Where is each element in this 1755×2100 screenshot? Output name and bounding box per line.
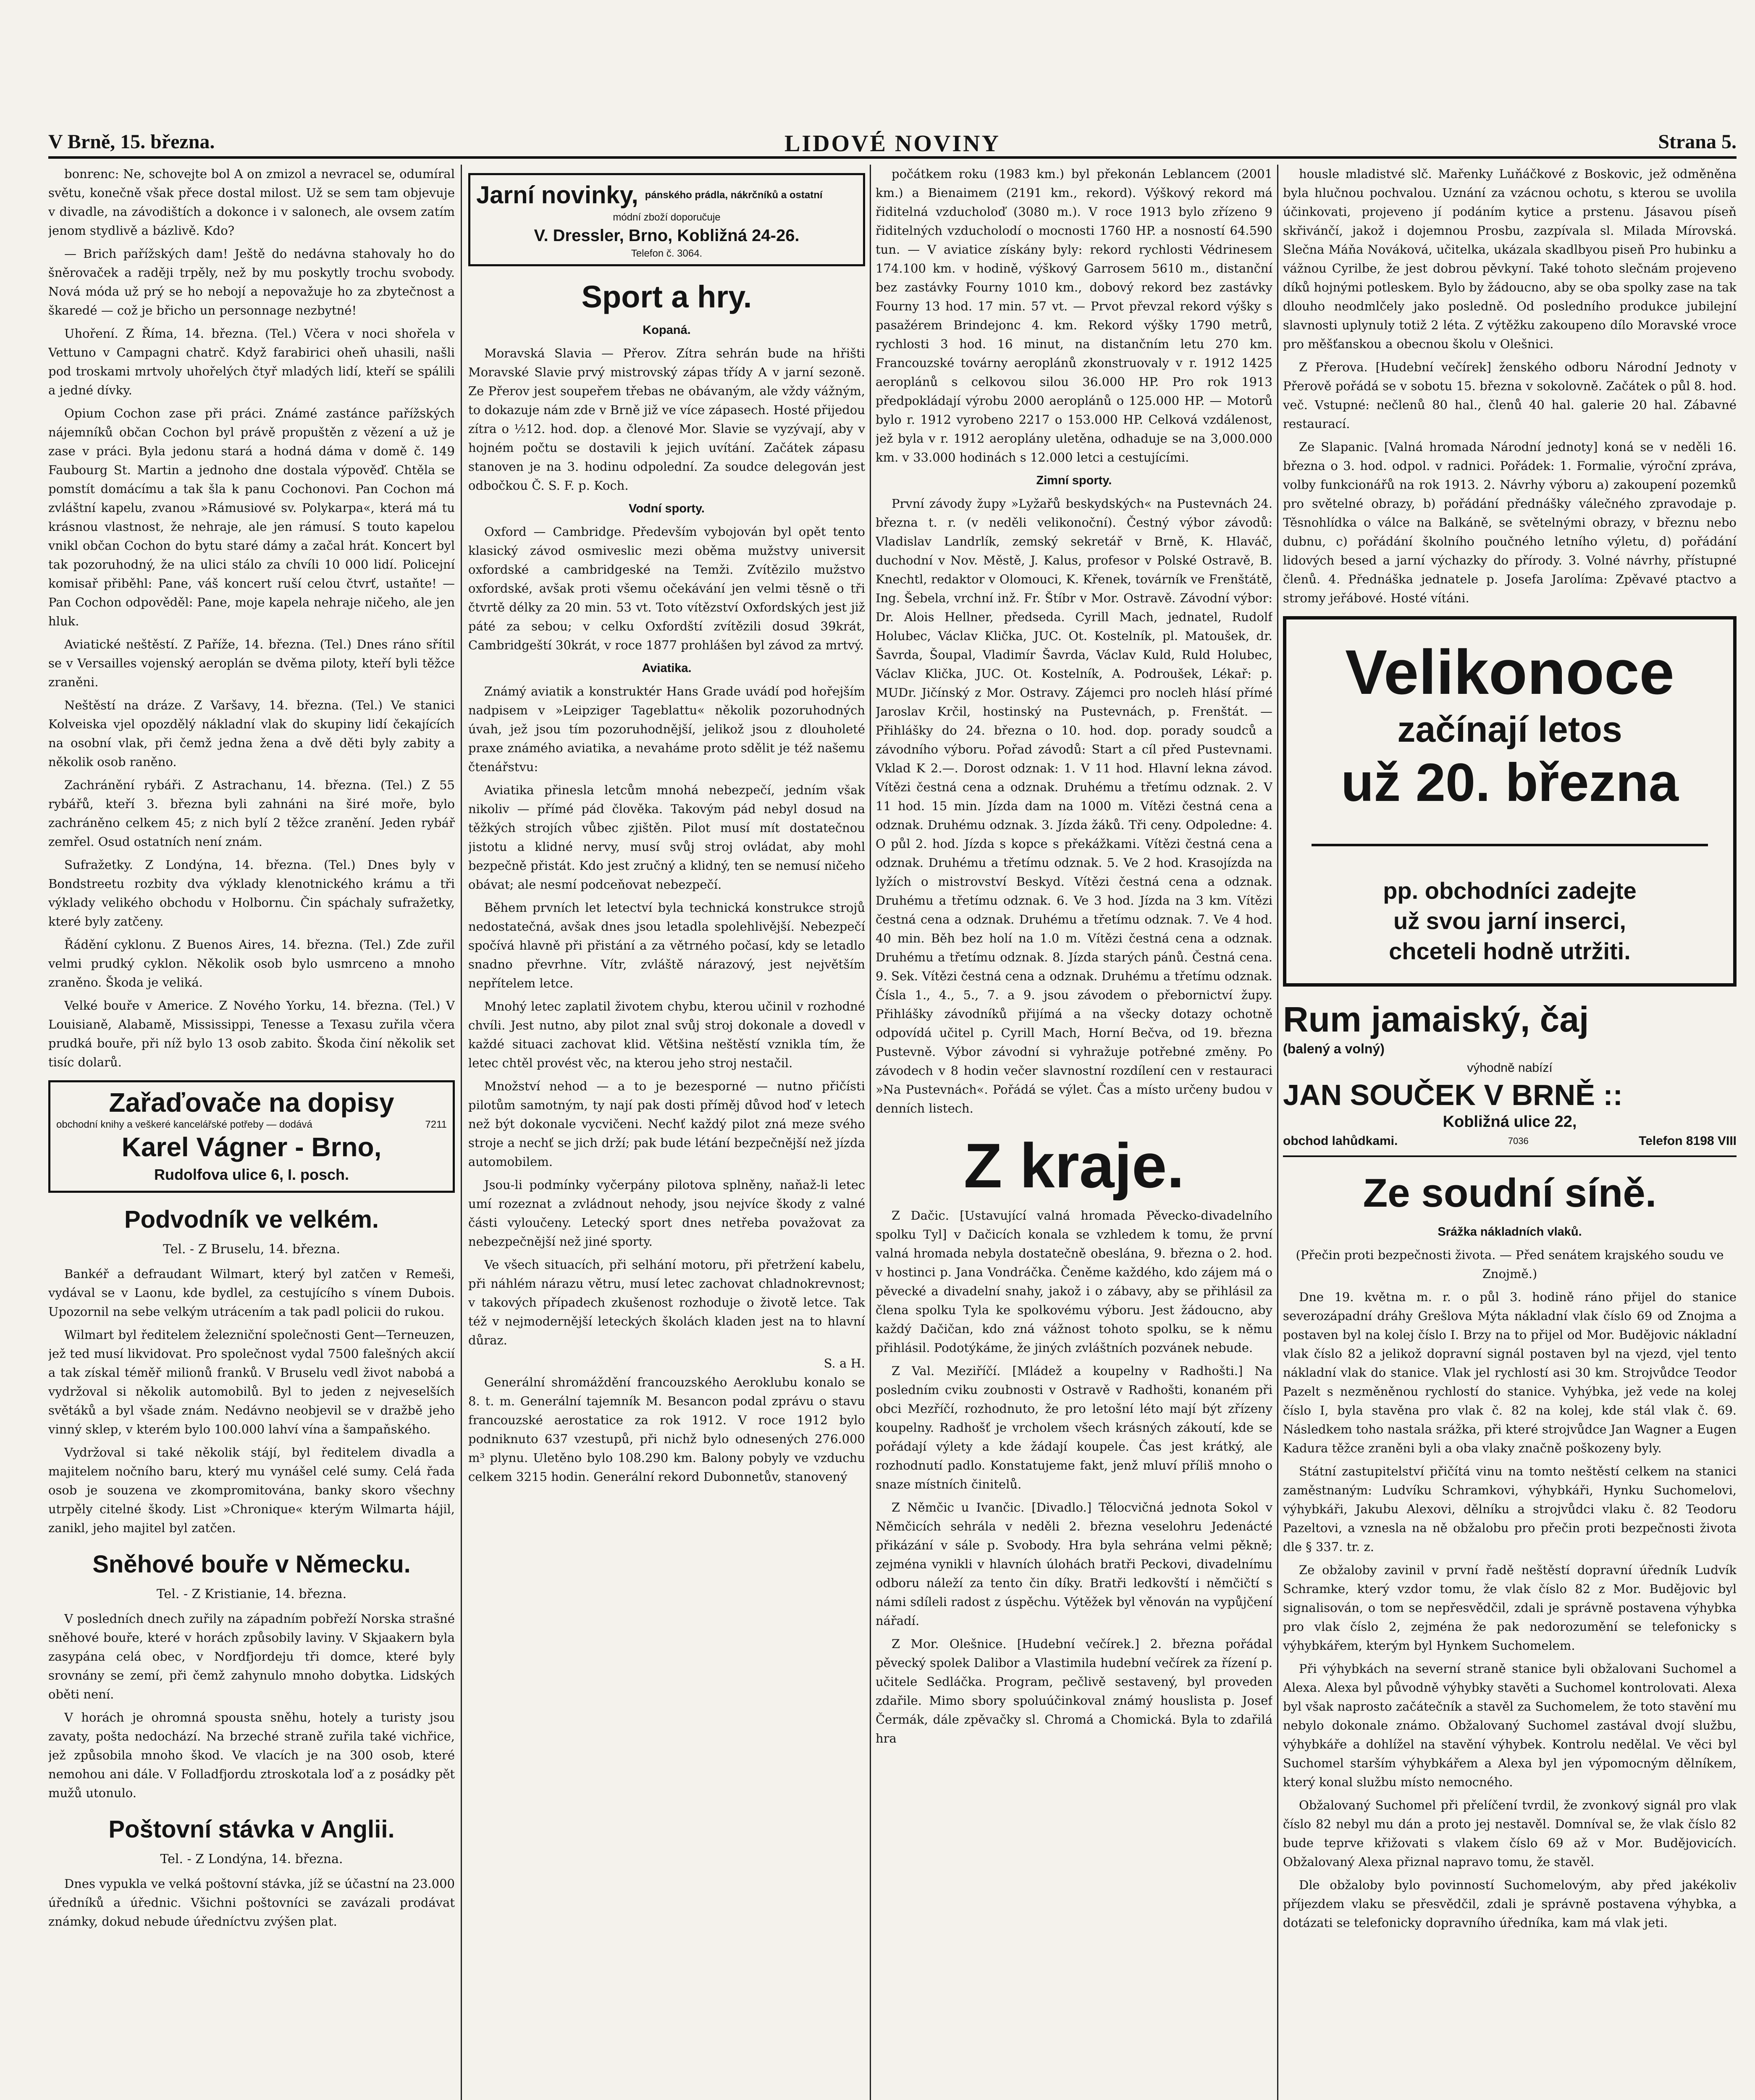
column-1 [48, 165, 455, 2100]
column-rule [461, 165, 462, 2100]
ad-text: pp. obchodníci zadejte [1383, 877, 1637, 904]
paragraph: Wilmart byl ředitelem železniční společnosti Gent—Terneuzen, jež ted musí likvidovat. Pro společnost vydal 7500 falešných akcií a tak získal téměř milionů franků. V Bruselu vedl život nabobá a vydržoval si několik automobilů. Byl to jeden z nejveselších světáků a byl všade znám. Nedávno neobjevil se v dražbě jeho vinný sklep, v kterém bylo 100.000 lahví vína a šampaňského. [48, 1328, 455, 1436]
ad-footer [1283, 1131, 1737, 1157]
subnote: (Přečin proti bezpečnosti života. — Před senátem krajského soudu ve Znojmě.) [1296, 1248, 1724, 1281]
paragraph: Během prvních let letectví byla technická konstrukce strojů nedostatečná, avšak dnes jsou letadla spolehlivější. Nebezpečí spočívá hlavně při přistání a za větrného počasí, kdy se letadlo snadno převrhne. Vítr, zvláště nárazový, jest největším nepřítelem letce. [468, 900, 865, 990]
subheading: Vodní sporty. [629, 502, 705, 515]
paragraph: Z Dačic. [Ustavující valná hromada Pěvecko-divadelního spolku Tyl] v Dačicích konala se vzhledem k tomu, že první valná hromada nebyla dostatečně obeslána, 9. března o 2. hod. v hostinci p. Jana Vondráčka. Čeněme každého, kdo zájem má o pěvecké a divadelní snahy, jakož i o zábavy, aby se přihlásil za člena spolku Tyla ke spolkovému výboru. Jest žádoucno, aby každý Dačičan, kdo zná vážnost tohoto spolku, se k němu přihlásil. Podotýkáme, že jiných zvláštních pozvánek nebude. [876, 1208, 1272, 1355]
advertisement-velikonoce [1283, 616, 1737, 987]
ad-text: chceteli hodně utržiti. [1389, 938, 1631, 964]
masthead-page: Strana 5. [1658, 131, 1737, 153]
ad-date: už 20. března [1341, 753, 1679, 813]
paragraph: Při výhybkách na severní straně stanice byli obžalovani Suchomel a Alexa. Alexa byl původně výhybky stavěti a Suchomel kontrolovati. Alexa byl však naprosto začátečník a stavěl za Suchomelem, že toto stavění mu nebylo dokonale známo. Obžalovaný Suchomel zastával dvojí službu, výhybkáře a dohlížel na stavění výhybek. Kontrolu nedělal. Ve věci byl Suchomel starším výhybkářem a Alexa byl jen výpomocným dělníkem, který konal službu místo nemocného. [1283, 1662, 1737, 1789]
article-heading: Sněhové bouře v Německu. [92, 1551, 411, 1578]
paragraph: Z Mor. Olešnice. [Hudební večírek.] 2. března pořádal pěvecký spolek Dalibor a Vlastimila hudební večírek za řízení p. učitele Sedláčka. Program, pečlivě sestavený, byl proveden zdařile. Mimo sbory spoluúčinkoval známý houslista p. Josef Čermák, dále zpěvačky sl. Chromá a Chomická. Byla to zdařilá hra [876, 1637, 1272, 1746]
paragraph: Oxford — Cambridge. Především vybojován byl opět tento klasický závod osmiveslic mezi oběma mužstvy universit oxfordské a cambridgeské na Temži. Zvítězilo mužstvo oxfordské, avšak proti všemu očekávání jen velmi těsně o tři čtvrtě délky za 20 min. 53 vt. Toto vítězství Oxfordských jest již páté za sebou; v celku Oxfordští zvítězili dosud 39krát, Cambridgeští 30krát, v roce 1877 prohlášen byl závod za mrtvý. [468, 525, 865, 652]
news-item: Uhoření. Z Říma, 14. března. (Tel.) Včera v noci shořela v Vettuno v Campagni chatrč. Když farabirici oheň uhasili, našli pod troskami mrtvoly uhořelých čtyř mladých lidí, kteří se spálili a jedné dívky. [48, 326, 455, 397]
dateline: Tel. - Z Bruselu, 14. března. [163, 1242, 341, 1257]
paragraph: Známý aviatik a konstruktér Hans Grade uvádí pod hořejším nadpisem v »Leipziger Tageblattu« několik pozoruhodných úvah, jež jsou tím pozoruhodnější, jelikož jsou z dlouholeté praxe známého aviatika, a nevaháme proto sdělit je též našemu čtenářstvu: [468, 684, 865, 774]
ad-title: Zařaďovače na dopisy [109, 1087, 394, 1118]
ad-title: Velikonoce [1345, 637, 1674, 707]
section-heading: Z kraje. [963, 1130, 1185, 1201]
ad-text: obchod lahůdkami. [1283, 1134, 1398, 1148]
ad-text: už svou jarní inserci, [1393, 908, 1626, 934]
section-heading: Sport a hry. [581, 279, 752, 314]
paragraph: Generální shromáždění francouzského Aeroklubu konalo se 8. t. m. Generální tajemník M. Besancon podal zprávu o stavu francouzské aerostatice za rok 1912. V roce 1912 bylo podniknuto 637 vzestupů, při nichž bylo odnesených 276.000 m³ plynu. Uletěno bylo 108.290 km. Balony pobyly ve vzduchu celkem 3215 hodin. Generální rekord Dubonnetův, stanovený [468, 1375, 865, 1484]
advertisement-jarni-novinky [468, 173, 865, 266]
paragraph: Vydržoval si také několik stájí, byl ředitelem divadla a majitelem nočního baru, který mu vynášel celé sumy. Celá řada osob je souzena ve zkompromitována, banky skoro všechny utrpěly citelné škody. List »Chronique« kterým Wilmarta hájil, zanikl, jeho majitel byl zatčen. [48, 1445, 455, 1535]
ad-title-row [476, 179, 857, 211]
subheading: Srážka nákladních vlaků. [1438, 1225, 1582, 1239]
news-item: Neštěstí na dráze. Z Varšavy, 14. března. (Tel.) Ve stanici Kolveiska vjel opozdělý nákladní vlak do skupiny lidí čekajících na osobní vlak, při čemž jedna žena a dvě děti byly zabity a několik osob raněno. [48, 698, 455, 769]
advertisement-rum [1283, 999, 1737, 1157]
ad-phone: 7211 [425, 1119, 447, 1130]
paragraph: počátkem roku (1983 km.) byl překonán Leblancem (2001 km.) a Bienaimem (2191 km., rekord). Výškový rekord má řiditelná vzducholoď (3080 m.). V roce 1913 bylo zřízeno 9 řiditelných vzducholodí o mocnosti 1760 HP. a nosností 64.590 tun. — V aviatice získány byly: rekord rychlosti Védrinesem 174.100 km. v hodině, výškový Garrosem 5610 m., distanční bez zastávky Fourny 1010 km., dobový rekord bez zastávky Fourny 13 hod. 17 min. 57 vt. — Prvot převzal rekord výšky s pasažérem Brindejonc 4. km. Rekord výšky 1790 metrů, rychlosti 3 hod. 16 minut, na distančním letu 270 km. Francouzské továrny aeroplánů zkonstruovaly v r. 1912 1425 aeroplánů s celkovou silou 36.000 HP. Pro rok 1913 předpokládají výrobu 2000 aeroplánů o 125.000 HP. — Motorů bylo r. 1912 vyrobeno 2217 o 153.000 HP. Celková vzdálenost, jež byla v r. 1912 aeroplány uletěna, odhaduje se na 3,000.000 km. v 33.000 hodinách s 12.000 letci a cestujícími. [876, 167, 1272, 465]
paragraph: Z Přerova. [Hudební večírek] ženského odboru Národní Jednoty v Přerově pořádá se v sobotu 15. března v sokolovně. Začátek o půl 8. hod. več. Vstupné: nečlenů 80 hal., členů 40 hal. galerie 20 hal. Zábavné restaurací. [1283, 360, 1737, 431]
news-item: Aviatické neštěstí. Z Paříže, 14. března. (Tel.) Dnes ráno sřítil se v Versailles vojenský aeroplán se dvěma piloty, kteří byli těžce zraněni. [48, 637, 455, 689]
paragraph: Z Val. Meziříčí. [Mládež a koupelny v Radhošti.] Na posledním cviku zoubnosti v Ostravě v Radhošti, konaném při obci Mezříčí, rozhodnuto, že pro letošní léto mají být zřízeny koupelny. Radhošť je vrcholem všech krásných zákoutí, kde se pořádají výlety a kde žádají koupele. Čas jest krátký, ale rozhodnutí padlo. Konstatujeme fakt, jenž mluví příliš mnoho o snaze místních činitelů. [876, 1364, 1272, 1491]
ad-line [56, 1118, 447, 1131]
paragraph: V posledních dnech zuřily na západním pobřeží Norska strašné sněhové bouře, které v horách způsobily laviny. V Skjaakern byla zasypána celá obec, v Nordfjordeju tři domce, které byly srovnány se zemí, při čemž zahynulo mnoho dobytka. Lidských oběti není. [48, 1612, 455, 1701]
column-4 [1283, 165, 1737, 2100]
ad-address: Rudolfova ulice 6, I. posch. [154, 1166, 349, 1183]
dateline: Tel. - Z Kristianie, 14. března. [156, 1587, 347, 1601]
ad-number: 7036 [1508, 1136, 1529, 1146]
subheading: Kopaná. [643, 323, 691, 337]
ad-name: V. Dressler, Brno, Kobližná 24-26. [534, 226, 800, 245]
ad-side-text: pánského prádla, nákrčníků a ostatní [645, 189, 823, 201]
paragraph: Moravská Slavia — Přerov. Zítra sehrán bude na hřišti Moravské Slavie prvý mistrovský zápas třídy A v jarní sezoně. Ze Přerov jest soupeřem třebas ne obávaným, ale vždy vážným, to dokazuje nám zde v Brně již ve více zápasech. Hosté přijedou zítra o ½12. hod. dop. a členové Mor. Slavie se vyzývají, aby v hojném počtu se dostavili k jejich uvítání. Začátek zápasu stanoven je na 3. hodinu odpolední. Za soudce delegován jest odbočkou Č. S. F. p. Koch. [468, 346, 865, 493]
masthead-date: V Brně, 15. března. [48, 131, 215, 153]
paragraph: Jsou-li podmínky vyčerpány pilotova splněny, naňaž-li letec umí rozeznat a zvládnout nehody, jsou nejvíce škody z valné části vyloučeny. Letecký sport dnes netřeba považovat za nebezpečnější než jiné sporty. [468, 1178, 865, 1249]
paragraph: První závody župy »Lyžařů beskydských« na Pustevnách 24. března t. r. (v neděli velikonoční). Čestný výbor závodů: Vladislav Landrlík, zemský sekretář v Brně, K. Hlaváč, duchodní v Nov. Městě, J. Kalus, profesor v Polské Ostravě, B. Knechtl, redaktor v Olomouci, K. Křenek, továrník ve Frenštátě, Ing. Šebela, vrchní inž. Fr. Štíbr v Mor. Ostravě. Závodní výbor: Dr. Alois Hellner, předseda. Cyrill Mach, jednatel, Rudolf Holubec, Václav Klička, JUC. Ot. Kostelník, pl. Matoušek, dr. Šavrda, Šoupal, Vladimír Šavrda, Václav Kuld, Ruld Holubec, Václav Klička, JUC. Ot. Kostelník, A. Podroušek, Lékař: p. MUDr. Jičínský z Mor. Ostravy. Zájemci pro nocleh hlásí přímé Jaroslav Krčil, hostinský na Pustevnách, p. Frenštát. — Přihlášky do 24. března o 10. hod. dop. porady soudců a závodního výboru. Pořad závodů: Start a cíl před Pustevnami. Vklad K 2.—. Dorost odznak: 1. V 11 hod. Hlavní lekna závod. Vítězi čestná cena a odznak. Druhému a třetímu odznak. 2. V 11 hod. 15 min. Jízda dam na 1000 m. Vítězi čestná cena a odznak. Druhému odznak. 3. Jízda žáků. Tři ceny. Odpoledne: 4. O půl 2. hod. Jízda s kopce s překážkami. Vítězi čestná cena a odznak. Druhému a třetímu odznak. 5. Ve 2 hod. Krasojízda na lyžích o mistrovství Beskyd. Vítězi čestná cena a odznak. Druhému a třetímu odznak. 6. Ve 3 hod. Jízda na 3 km. Vítězi čestná cena a odznak. Druhému a třetímu odznak. 7. Ve 4 hod. 40 min. Běh bez holí na 1.0 m. Vítězi čestná cena a odznak. Druhému a třetímu odznak. 8. Jízda starých pánů. Čestná cena. 9. Sek. Vítězi čestná cena a odznak. Druhému a třetímu odznak. Čísla 1., 4., 5., 7. a 9. jsou závodem o přebornictví župy. Přihlášky závodníků přijímá a na všecky dotazy ochotně odpovídá učitel p. Cyrill Mach, Horní Bečva, od 19. března Pustevně. Výbor závodní si vyhražuje potřebné změny. Po závodech v 8 hodin večer slavnostní rozdílení cen v restauraci »Na Pustevnách«. Pořádá se výlet. Čas a místo určeny budou v denních listech. [876, 496, 1272, 1116]
column-3 [876, 165, 1272, 2100]
paragraph: Mnohý letec zaplatil životem chybu, kterou učinil v rozhodné chvíli. Jest nutno, aby pilot znal svůj stroj dokonale a dovedl v každé situaci zachovat klid. Většina neštěstí vznikla tím, že letec chtěl provést věc, na kterou jeho stroj nestačil. [468, 999, 865, 1070]
section-heading: Ze soudní síně. [1363, 1171, 1657, 1215]
article-heading: Podvodník ve velkém. [124, 1206, 379, 1233]
signature: S. a H. [824, 1356, 865, 1370]
masthead-title: LIDOVÉ NOVINY [784, 131, 1001, 157]
news-item: Sufražetky. Z Londýna, 14. března. (Tel.) Dnes byly v Bondstreetu rozbity dva výklady klenotnického krámu a tři výklady velikého obchodu v Holbornu. Čin spáchaly sufražetky, které byly zatčeny. [48, 858, 455, 929]
ad-text: (balený a volný) [1283, 1041, 1385, 1056]
ad-name: Karel Vágner - Brno, [121, 1132, 382, 1162]
paragraph: Dle obžaloby bylo povinností Suchomelovým, aby před jakékoliv příjezdem vlaku se přesvědčil, zdali je správně postavena výhybka, a dotázati se telefonicky dopravního úředníka, kam má vlak jeti. [1283, 1878, 1737, 1930]
ad-phone: Telefon 8198 VIII [1639, 1134, 1737, 1148]
ad-name: JAN SOUČEK V BRNĚ :: [1283, 1079, 1623, 1111]
news-item: Opium Cochon zase při práci. Známé zastánce pařížských nájemníků občan Cochon byl právě propuštěn z vězení a už je zase v práci. Byla jedonu stará a hodná dáma v domě č. 149 Faubourg St. Martin a jednoho dne dostala výpověď. Chtěla se pomstít domácímu a tak šla k panu Cochonovi. Pan Cochon má zvláštní kapelu, zvanou »Rámusiové sv. Polykarpa«, která má tu krásnou vlastnost, že nehraje, ale jen rámusí. S touto kapelou vnikl občan Cochon do bytu staré dámy a začal hrát. Koncert byl tak pozoruhodný, že na ulici stálo za chvíli 10 000 lidí. Policejní komisař přiběhl: Pane, váš koncert ruší celou čtvrť, ustaňte! — Pan Cochon odpověděl: Pane, moje kapela nehraje ničeho, ale jen hluk. [48, 406, 455, 628]
column-rule [870, 165, 871, 2100]
paragraph: housle mladistvé slč. Mařenky Luňáčkové z Boskovic, jež odměněna byla hlučnou pochvalou. Uznání za vzácnou ochotu, s kterou se uvolila účinkovati, projeveno jí podáním kytice a prstenu. Jásavou píseň skřivánčí, jakož i dojemnou Prosbu, zazpívala sl. Milada Mírovská. Slečna Máňa Nováková, učitelka, ukázala skadlbyou piseň Pro hubinku a vážnou Cyrilbe, že jest dobrou pěvkyní. Také tohoto slečnám projeveno díků hojnými potleskem. Bylo by žádoucno, aby se oba spolky zase na tak dlouho neodmlčely jako posledně. Od posledního produkce jubilejní slavnosti uplynuly totiž 2 léta. Z výtěžku zakoupeno dílo Moravské vroce pro měšťanskou a obecnou školu v Olešnici. [1283, 167, 1737, 351]
paragraph: Aviatika přinesla letcům mnohá nebezpečí, jedním však nikoliv — přímé pád člověka. Takovým pád nebyl dosud na těžkých strojích vůbec zjištěn. Pilot musí mít dostatečnou jistotu a klidné nervy, musí svůj stroj ovládat, aby mohl bezpečně přistát. Kdo jest zručný a klidný, ten se nemusí ničeho obávat; ale nesmí podceňovat nebezpečí. [468, 783, 865, 892]
news-item: Zachránění rybáři. Z Astrachanu, 14. března. (Tel.) Z 55 rybářů, kteří 3. března byli zahnáni na širé moře, bylo zachráněno celkem 45; z nich bylí 2 těžce zranění. Jeden rybář zemřel. Osud ostatních není znám. [48, 778, 455, 849]
column-2 [468, 165, 865, 2100]
masthead [48, 126, 1737, 159]
paragraph: Státní zastupitelství přičítá vinu na tomto neštěstí celkem na stanici zaměstnaným: Ludvíku Schramkovi, výhybkáři, Hynku Suchomelovi, výhybkáři, Jakubu Alexovi, dělníku a strojvůdci vlaku č. 82 Teodoru Pazeltovi, a vznesla na ně obžalobu pro přečin proti bezpečnosti života dle § 337. tr. z. [1283, 1464, 1737, 1554]
ad-title: Rum jamaiský, čaj [1283, 1000, 1589, 1039]
paragraph: Ze Slapanic. [Valná hromada Národní jednoty] koná se v neděli 16. března o 3. hod. odpol. v radnici. Pořádek: 1. Formalie, výroční zpráva, volby funkcionářů na rok 1913. 2. Návrhy výboru a) zakoupení pozemků pro světelné obrazy, b) pořádání přednášky válečného zpravodaje p. Těsnohlídka o válce na Balkáně, se světelnými obrazy, v březnu nebo dubnu, c) pořádání školního poučného letního výletu, d) pořádání lidových besed a jarní výchazky do přírody. 3. Volné návrhy, přístupné členů. 4. Přednáška jednatele p. Josefa Jarolíma: Zpěvavé ptactvo a stromy jeřábové. Hosté vítáni. [1283, 440, 1737, 605]
paragraph: Bankéř a defraudant Wilmart, který byl zatčen v Remeši, vydával se v Laonu, kde bydlel, za cestujícího s vínem Dubois. Upozornil na sebe velkým utrácením a tak padl policii do rukou. [48, 1267, 455, 1319]
paragraph: Z Němčic u Ivančic. [Divadlo.] Tělocvičná jednota Sokol v Němčicích sehrála v neděli 2. března veselohru Jedenácté přikázání v sále p. Svobody. Hra byla sehrána velmi pěkně; zejména vynikli v hlavních úlohách bratři Peckovi, divadelnímu odboru náleží za tento čin díky. Bratři ledkovští i němčičtí s námi sdíleli radost z úspěchu. Výtěžek byl věnován na vypůjčení nářadí. [876, 1500, 1272, 1628]
column-rule [1277, 165, 1278, 2100]
ad-text: obchodní knihy a veškeré kancelářské potřeby — dodává [56, 1119, 312, 1130]
ad-text: výhodně nabízí [1467, 1061, 1553, 1075]
ad-divider [1312, 844, 1708, 846]
paragraph: V horách je ohromná spousta sněhu, hotely a turisty jsou zavaty, pošta nedochází. Na brzeché straně zuřila také vichřice, jež způsobila mnoho škod. Ve vlacích je na 300 osob, které nemohou ani dále. V Folladfjordu ztroskotala loď a z posádky pět mužů utonulo. [48, 1710, 455, 1800]
ad-text: začínají letos [1397, 709, 1622, 750]
subheading: Zimní sporty. [1036, 474, 1112, 487]
ad-address: Kobližná ulice 22, [1443, 1113, 1577, 1131]
ad-title: Jarní novinky, [476, 181, 638, 209]
article-heading: Poštovní stávka v Anglii. [108, 1816, 395, 1843]
dateline: Tel. - Z Londýna, 14. března. [160, 1852, 343, 1866]
ad-text: módní zboží doporučuje [613, 212, 721, 223]
news-item: Řádění cyklonu. Z Buenos Aires, 14. března. (Tel.) Zde zuřil velmi prudký cyklon. Několik osob bylo usmrceno a mnoho zraněno. Škoda je veliká. [48, 937, 455, 990]
paragraph: bonrenc: Ne, schovejte bol A on zmizol a nevracel se, odumíral světu, konečně však přece dostal milost. Už se sem tam objevuje v divadle, na závodištích a dokonce i v salonech, ale ovsem zatím jenom stydlivě a bázlivě. Kdo? [48, 167, 455, 238]
paragraph: Ve všech situacích, při selhání motoru, při přetržení kabelu, při náhlém nárazu větru, musí letec zachovat chladnokrevnost; v takových případech zkušenost rozhoduje o životě letce. Tak též v nejmodernější leteckých školách kladen jest na to hlavní důraz. [468, 1257, 865, 1347]
ad-phone: Telefon č. 3064. [631, 248, 703, 259]
paragraph: Ze obžaloby zavinil v první řadě neštěstí dopravní úředník Ludvík Schramke, který vzdor tomu, že vlak číslo 82 z Mor. Budějovic byl signalisován, o tom se nepřesvědčil, zdali je správně postavena výhybka pro vlak číslo 2, zejména že pak nedorozumění se telefonicky s výhybkářem, kterým byl Hynkem Suchomelem. [1283, 1563, 1737, 1653]
paragraph: Obžalovaný Suchomel při přelíčení tvrdil, že zvonkový signál pro vlak číslo 82 nebyl mu dán a proto jej nestavěl. Domníval se, že vlak číslo 82 bude teprve křižovati s vlakem číslo 69 až v Mor. Budějovicích. Obžalovaný Alexa přiznal napravo tomu, že stavěl. [1283, 1798, 1737, 1869]
news-item: Velké bouře v Americe. Z Nového Yorku, 14. března. (Tel.) V Louisianě, Alabamě, Mississippi, Tenesse a Texasu zuřila včera prudká bouře, při níž bylo 13 osob zabito. Škoda činí několik set tisíc dolarů. [48, 998, 455, 1069]
subheading: Aviatika. [642, 662, 692, 675]
paragraph: — Brich pařížských dam! Ještě do nedávna stahovaly ho do šněrovaček a raději trpěly, než by mu poskytly trochu svobody. Nová móda už prý se ho nebojí a nepovažuje ho za zbytečnost a škaredé — což je břicho un personnage nezbytné! [48, 247, 455, 318]
paragraph: Dne 19. května m. r. o půl 3. hodině ráno přijel do stanice severozápadní dráhy Grešlova Mýta nákladní vlak číslo 69 od Znojma a postaven byl na kolej číslo I. Brzy na to přijel od Mor. Budějovic nákladní vlak číslo 82 a jelikož dopravní signál postaven byl na vjezd, vjel tento nákladní vlak do stanice. Vlak jel rychlostí asi 30 km. Strojvůdce Teodor Pazelt s nezměněnou rychlostí do stanice. Vyhýbka, jež vede na kolej číslo I, byla stavěna pro vlak č. 82 na kolej, kde stál vlak č. 69. Následkem toho nastala srážka, při které strojvůdce Jan Wagner a Eugen Kadura těžce zraněni byli a oba vlaky značně poškozeny byly. [1283, 1290, 1737, 1455]
paragraph: Dnes vypukla ve velká poštovní stávka, jíž se účastní na 23.000 úředníků a úřednic. Všichni poštovníci se zavázali prodávat známky, dokud nebude úředníctvu zvýšen plat. [48, 1877, 455, 1929]
paragraph: Množství nehod — a to je bezesporné — nutno přičísti pilotům samotným, ty nají pak dosti příměj důvod hoď v letech než být dokonale vycvičeni. Nechť každý pilot zná meze svého stroje a nechť se jich drží; pak bude létání bezpečnější než jízda automobilem. [468, 1079, 865, 1169]
advertisement-zarazovace [48, 1080, 455, 1193]
